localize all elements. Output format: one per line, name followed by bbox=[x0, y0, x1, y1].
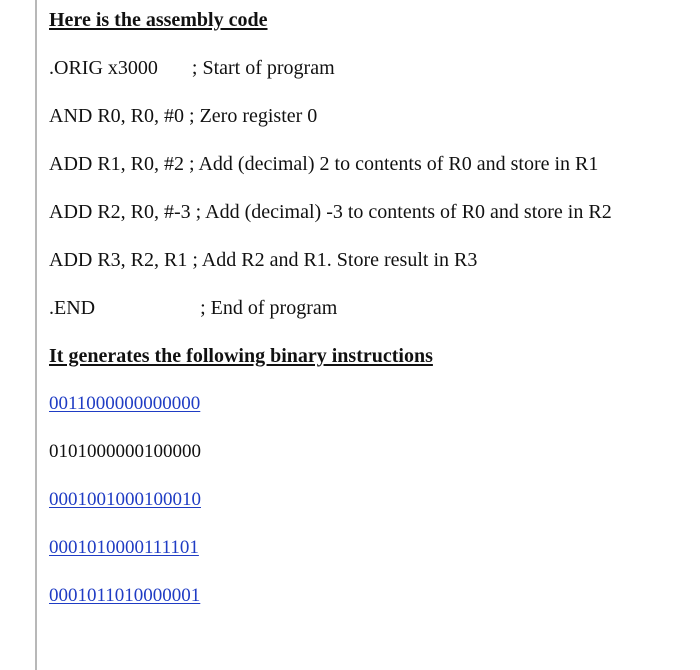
binary-text-2: 0101000000100000 bbox=[49, 441, 201, 462]
code-instruction: .ORIG x3000 bbox=[49, 57, 158, 79]
binary-instruction-5 bbox=[49, 582, 690, 610]
code-line-add-r2: ADD R2, R0, #-3 ; Add (decimal) -3 to contents of R0 and store in R2 bbox=[49, 201, 612, 223]
code-line-add-r3: ADD R3, R2, R1 ; Add R2 and R1. Store result in R3 bbox=[49, 249, 478, 271]
code-comment: ; Start of program bbox=[191, 57, 335, 79]
code-line-end bbox=[49, 294, 690, 322]
binary-link-5[interactable]: 0001011010000001 bbox=[49, 585, 201, 606]
document-body bbox=[49, 6, 690, 630]
binary-link-4[interactable]: 0001010000111101 bbox=[49, 537, 199, 558]
code-instruction: .END bbox=[49, 297, 96, 319]
binary-link-3[interactable]: 0001001000100010 bbox=[49, 489, 201, 510]
code-line-and: AND R0, R0, #0 ; Zero register 0 bbox=[49, 105, 318, 127]
binary-link-1[interactable]: 0011000000000000 bbox=[49, 393, 201, 414]
binary-instruction-3 bbox=[49, 486, 690, 514]
code-comment: ; End of program bbox=[200, 297, 338, 319]
binary-heading: It generates the following binary instructions bbox=[49, 345, 433, 367]
code-line-add-r1: ADD R1, R0, #2 ; Add (decimal) 2 to contents of R0 and store in R1 bbox=[49, 153, 599, 175]
left-margin-rule bbox=[35, 0, 37, 670]
assembly-heading: Here is the assembly code bbox=[49, 9, 268, 31]
binary-instruction-2 bbox=[49, 438, 690, 466]
code-line-orig bbox=[49, 54, 690, 82]
binary-instruction-4 bbox=[49, 534, 690, 562]
binary-instruction-1 bbox=[49, 390, 690, 418]
